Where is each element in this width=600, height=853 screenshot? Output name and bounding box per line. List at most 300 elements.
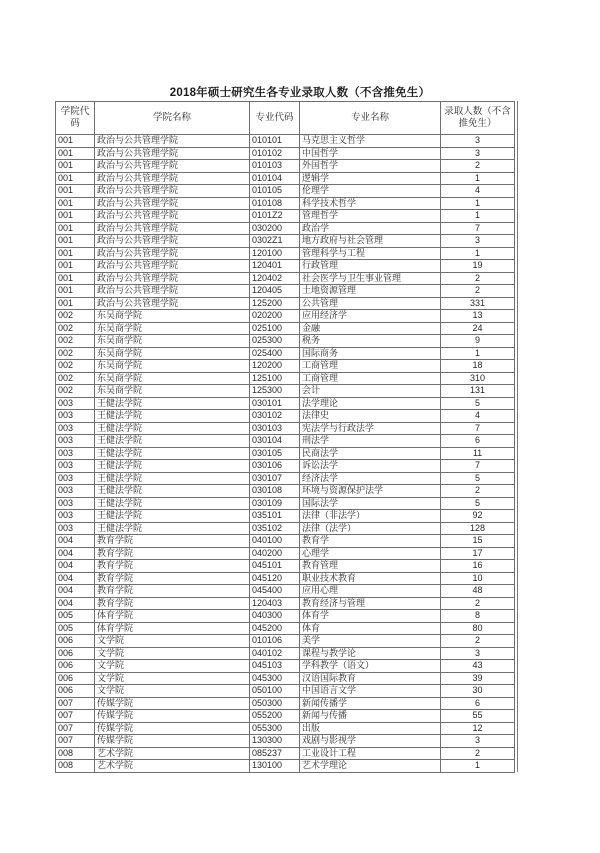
cell-college-name: 王健法学院 xyxy=(95,410,250,423)
cell-major-name: 体育 xyxy=(300,622,441,635)
cell-major-code: 120100 xyxy=(250,247,300,260)
cell-college-name: 王健法学院 xyxy=(95,397,250,410)
table-row xyxy=(56,572,515,585)
cell-major-name: 教育经济与管理 xyxy=(300,597,441,610)
header-admit-count: 录取人数（不含推免生） xyxy=(441,102,515,135)
cell-college-name: 政治与公共管理学院 xyxy=(95,235,250,248)
cell-major-code: 045101 xyxy=(250,560,300,573)
cell-college-name: 王健法学院 xyxy=(95,497,250,510)
cell-admit-count: 13 xyxy=(441,310,515,323)
cell-admit-count: 7 xyxy=(441,422,515,435)
cell-admit-count: 15 xyxy=(441,535,515,548)
cell-college-name: 教育学院 xyxy=(95,547,250,560)
cell-major-code: 125300 xyxy=(250,385,300,398)
cell-college-code: 003 xyxy=(56,397,95,410)
cell-college-name: 艺术学院 xyxy=(95,747,250,760)
cell-college-code: 001 xyxy=(56,222,95,235)
cell-major-name: 马克思主义哲学 xyxy=(300,135,441,148)
cell-college-code: 007 xyxy=(56,722,95,735)
cell-major-name: 心理学 xyxy=(300,547,441,560)
cell-major-name: 法律（非法学） xyxy=(300,510,441,523)
cell-admit-count: 16 xyxy=(441,560,515,573)
cell-college-code: 001 xyxy=(56,297,95,310)
cell-college-code: 008 xyxy=(56,760,95,773)
cell-major-code: 050100 xyxy=(250,685,300,698)
cell-major-name: 诉讼法学 xyxy=(300,460,441,473)
table-row xyxy=(56,635,515,648)
cell-major-name: 土地资源管理 xyxy=(300,285,441,298)
cell-college-code: 001 xyxy=(56,160,95,173)
cell-college-code: 001 xyxy=(56,185,95,198)
cell-college-code: 003 xyxy=(56,472,95,485)
cell-major-name: 新闻与传播 xyxy=(300,710,441,723)
cell-major-name: 戏剧与影视学 xyxy=(300,735,441,748)
table-row xyxy=(56,297,515,310)
table-header-row xyxy=(56,102,515,135)
cell-major-name: 行政管理 xyxy=(300,260,441,273)
cell-major-code: 030200 xyxy=(250,222,300,235)
table-row xyxy=(56,185,515,198)
cell-college-code: 003 xyxy=(56,410,95,423)
table-row xyxy=(56,222,515,235)
table-row xyxy=(56,285,515,298)
cell-major-name: 中国语言文学 xyxy=(300,685,441,698)
cell-major-name: 法学理论 xyxy=(300,397,441,410)
table-row xyxy=(56,422,515,435)
cell-college-name: 东吴商学院 xyxy=(95,360,250,373)
cell-major-name: 税务 xyxy=(300,335,441,348)
cell-major-code: 120401 xyxy=(250,260,300,273)
cell-major-name: 民商法学 xyxy=(300,447,441,460)
cell-admit-count: 4 xyxy=(441,410,515,423)
cell-college-name: 政治与公共管理学院 xyxy=(95,135,250,148)
table-header xyxy=(56,102,515,135)
cell-college-name: 政治与公共管理学院 xyxy=(95,297,250,310)
cell-major-name: 外国哲学 xyxy=(300,160,441,173)
cell-college-code: 004 xyxy=(56,585,95,598)
cell-major-code: 040200 xyxy=(250,547,300,560)
table-row xyxy=(56,685,515,698)
cell-major-code: 030101 xyxy=(250,397,300,410)
table-row xyxy=(56,410,515,423)
cell-admit-count: 48 xyxy=(441,585,515,598)
cell-college-name: 政治与公共管理学院 xyxy=(95,210,250,223)
cell-major-code: 125100 xyxy=(250,372,300,385)
table-row xyxy=(56,447,515,460)
cell-major-code: 030108 xyxy=(250,485,300,498)
cell-college-code: 004 xyxy=(56,560,95,573)
cell-college-code: 007 xyxy=(56,735,95,748)
cell-admit-count: 19 xyxy=(441,260,515,273)
cell-admit-count: 3 xyxy=(441,147,515,160)
cell-college-code: 001 xyxy=(56,147,95,160)
cell-major-name: 法律（法学） xyxy=(300,522,441,535)
cell-college-code: 003 xyxy=(56,497,95,510)
cell-college-code: 007 xyxy=(56,710,95,723)
cell-major-name: 学科教学（语文） xyxy=(300,660,441,673)
table-row xyxy=(56,672,515,685)
cell-major-code: 010101 xyxy=(250,135,300,148)
cell-college-code: 002 xyxy=(56,385,95,398)
cell-major-name: 出版 xyxy=(300,722,441,735)
cell-college-code: 001 xyxy=(56,135,95,148)
cell-major-code: 045103 xyxy=(250,660,300,673)
table-row xyxy=(56,397,515,410)
cell-admit-count: 5 xyxy=(441,497,515,510)
cell-major-name: 国际商务 xyxy=(300,347,441,360)
table-body xyxy=(56,135,515,773)
cell-major-name: 新闻传播学 xyxy=(300,697,441,710)
cell-college-name: 王健法学院 xyxy=(95,435,250,448)
cell-major-code: 130100 xyxy=(250,760,300,773)
cell-college-code: 006 xyxy=(56,685,95,698)
table-row xyxy=(56,497,515,510)
cell-major-code: 020200 xyxy=(250,310,300,323)
cell-major-name: 教育学 xyxy=(300,535,441,548)
cell-admit-count: 7 xyxy=(441,460,515,473)
cell-major-code: 025300 xyxy=(250,335,300,348)
cell-college-name: 王健法学院 xyxy=(95,472,250,485)
cell-admit-count: 331 xyxy=(441,297,515,310)
cell-college-code: 005 xyxy=(56,610,95,623)
cell-major-name: 教育管理 xyxy=(300,560,441,573)
cell-admit-count: 8 xyxy=(441,610,515,623)
table-row xyxy=(56,385,515,398)
cell-college-code: 006 xyxy=(56,672,95,685)
cell-college-name: 东吴商学院 xyxy=(95,385,250,398)
cell-college-name: 传媒学院 xyxy=(95,722,250,735)
cell-college-code: 003 xyxy=(56,510,95,523)
table-row xyxy=(56,460,515,473)
cell-college-name: 王健法学院 xyxy=(95,460,250,473)
cell-college-name: 王健法学院 xyxy=(95,510,250,523)
table-row xyxy=(56,597,515,610)
cell-admit-count: 17 xyxy=(441,547,515,560)
cell-college-name: 政治与公共管理学院 xyxy=(95,272,250,285)
cell-college-code: 004 xyxy=(56,547,95,560)
cell-college-code: 002 xyxy=(56,360,95,373)
cell-admit-count: 2 xyxy=(441,285,515,298)
cell-college-code: 006 xyxy=(56,660,95,673)
table-row xyxy=(56,272,515,285)
cell-major-name: 艺术学理论 xyxy=(300,760,441,773)
cell-college-code: 004 xyxy=(56,535,95,548)
cell-college-code: 002 xyxy=(56,347,95,360)
cell-college-code: 001 xyxy=(56,210,95,223)
cell-college-code: 003 xyxy=(56,447,95,460)
table-row xyxy=(56,147,515,160)
table-row xyxy=(56,310,515,323)
table-row xyxy=(56,360,515,373)
cell-college-name: 东吴商学院 xyxy=(95,322,250,335)
cell-admit-count: 5 xyxy=(441,397,515,410)
table-row xyxy=(56,647,515,660)
cell-major-code: 055300 xyxy=(250,722,300,735)
cell-major-code: 010104 xyxy=(250,172,300,185)
cell-college-code: 003 xyxy=(56,485,95,498)
table-row xyxy=(56,247,515,260)
cell-major-name: 宪法学与行政法学 xyxy=(300,422,441,435)
table-row xyxy=(56,660,515,673)
cell-college-name: 王健法学院 xyxy=(95,522,250,535)
cell-admit-count: 55 xyxy=(441,710,515,723)
cell-college-name: 文学院 xyxy=(95,660,250,673)
header-college-code: 学院代码 xyxy=(56,102,95,135)
cell-major-code: 0302Z1 xyxy=(250,235,300,248)
cell-major-name: 金融 xyxy=(300,322,441,335)
cell-college-code: 001 xyxy=(56,172,95,185)
cell-major-code: 030103 xyxy=(250,422,300,435)
cell-college-name: 政治与公共管理学院 xyxy=(95,197,250,210)
cell-college-code: 001 xyxy=(56,247,95,260)
cell-admit-count: 2 xyxy=(441,635,515,648)
cell-major-name: 工商管理 xyxy=(300,372,441,385)
cell-admit-count: 1 xyxy=(441,760,515,773)
admissions-table xyxy=(55,101,515,773)
cell-admit-count: 18 xyxy=(441,360,515,373)
table-row xyxy=(56,235,515,248)
cell-major-code: 045120 xyxy=(250,572,300,585)
cell-college-code: 001 xyxy=(56,272,95,285)
cell-college-name: 政治与公共管理学院 xyxy=(95,160,250,173)
cell-major-code: 120402 xyxy=(250,272,300,285)
cell-major-name: 社会医学与卫生事业管理 xyxy=(300,272,441,285)
cell-major-code: 040300 xyxy=(250,610,300,623)
table-row xyxy=(56,610,515,623)
cell-major-code: 025400 xyxy=(250,347,300,360)
cell-college-code: 006 xyxy=(56,647,95,660)
cell-admit-count: 310 xyxy=(441,372,515,385)
cell-major-name: 汉语国际教育 xyxy=(300,672,441,685)
table-row xyxy=(56,722,515,735)
table-row xyxy=(56,435,515,448)
cell-major-code: 035102 xyxy=(250,522,300,535)
table-row xyxy=(56,735,515,748)
cell-major-code: 035101 xyxy=(250,510,300,523)
cell-college-code: 002 xyxy=(56,372,95,385)
cell-admit-count: 2 xyxy=(441,597,515,610)
cell-admit-count: 92 xyxy=(441,510,515,523)
cell-college-name: 教育学院 xyxy=(95,597,250,610)
cell-major-name: 应用心理 xyxy=(300,585,441,598)
cell-college-name: 传媒学院 xyxy=(95,710,250,723)
cell-college-name: 文学院 xyxy=(95,635,250,648)
cell-major-name: 中国哲学 xyxy=(300,147,441,160)
cell-admit-count: 2 xyxy=(441,272,515,285)
cell-college-code: 008 xyxy=(56,747,95,760)
table-row xyxy=(56,710,515,723)
table-row xyxy=(56,760,515,773)
cell-admit-count: 11 xyxy=(441,447,515,460)
cell-college-name: 教育学院 xyxy=(95,585,250,598)
table-row xyxy=(56,485,515,498)
cell-college-code: 006 xyxy=(56,635,95,648)
cell-college-name: 文学院 xyxy=(95,647,250,660)
table-row xyxy=(56,347,515,360)
cell-college-name: 政治与公共管理学院 xyxy=(95,185,250,198)
cell-major-code: 025100 xyxy=(250,322,300,335)
cell-college-code: 001 xyxy=(56,260,95,273)
page-title: 2018年硕士研究生各专业录取人数（不含推免生） xyxy=(169,87,431,99)
cell-admit-count: 3 xyxy=(441,735,515,748)
cell-major-code: 010108 xyxy=(250,197,300,210)
cell-major-code: 040102 xyxy=(250,647,300,660)
cell-college-code: 003 xyxy=(56,522,95,535)
cell-admit-count: 30 xyxy=(441,685,515,698)
cell-major-code: 125200 xyxy=(250,297,300,310)
cell-admit-count: 10 xyxy=(441,572,515,585)
cell-major-name: 公共管理 xyxy=(300,297,441,310)
cell-college-name: 东吴商学院 xyxy=(95,310,250,323)
cell-major-name: 刑法学 xyxy=(300,435,441,448)
cell-admit-count: 12 xyxy=(441,722,515,735)
cell-admit-count: 1 xyxy=(441,197,515,210)
cell-college-name: 体育学院 xyxy=(95,622,250,635)
cell-major-code: 010105 xyxy=(250,185,300,198)
cell-admit-count: 3 xyxy=(441,235,515,248)
cell-major-name: 地方政府与社会管理 xyxy=(300,235,441,248)
cell-major-code: 045200 xyxy=(250,622,300,635)
cell-college-name: 政治与公共管理学院 xyxy=(95,147,250,160)
cell-major-name: 法律史 xyxy=(300,410,441,423)
cell-major-name: 美学 xyxy=(300,635,441,648)
cell-major-code: 120200 xyxy=(250,360,300,373)
cell-college-name: 王健法学院 xyxy=(95,485,250,498)
cell-admit-count: 6 xyxy=(441,435,515,448)
cell-admit-count: 7 xyxy=(441,222,515,235)
cell-admit-count: 39 xyxy=(441,672,515,685)
cell-major-code: 120405 xyxy=(250,285,300,298)
cell-major-code: 030106 xyxy=(250,460,300,473)
cell-college-name: 东吴商学院 xyxy=(95,372,250,385)
cell-college-code: 002 xyxy=(56,322,95,335)
cell-major-name: 政治学 xyxy=(300,222,441,235)
cell-major-name: 环境与资源保护法学 xyxy=(300,485,441,498)
cell-college-name: 教育学院 xyxy=(95,560,250,573)
cell-major-code: 010102 xyxy=(250,147,300,160)
cell-major-name: 课程与教学论 xyxy=(300,647,441,660)
cell-major-code: 030104 xyxy=(250,435,300,448)
table-outer-right-border xyxy=(517,101,518,772)
cell-college-code: 003 xyxy=(56,435,95,448)
cell-college-code: 001 xyxy=(56,235,95,248)
cell-college-code: 003 xyxy=(56,422,95,435)
cell-college-code: 004 xyxy=(56,572,95,585)
table-row xyxy=(56,210,515,223)
cell-admit-count: 1 xyxy=(441,210,515,223)
cell-college-name: 王健法学院 xyxy=(95,447,250,460)
cell-college-name: 教育学院 xyxy=(95,535,250,548)
cell-admit-count: 5 xyxy=(441,472,515,485)
cell-admit-count: 3 xyxy=(441,135,515,148)
header-major-code: 专业代码 xyxy=(250,102,300,135)
cell-major-code: 030107 xyxy=(250,472,300,485)
admissions-table-container xyxy=(55,101,514,773)
cell-major-name: 经济法学 xyxy=(300,472,441,485)
cell-major-name: 工业设计工程 xyxy=(300,747,441,760)
cell-admit-count: 24 xyxy=(441,322,515,335)
table-row xyxy=(56,747,515,760)
table-row xyxy=(56,472,515,485)
cell-college-name: 传媒学院 xyxy=(95,735,250,748)
cell-college-name: 文学院 xyxy=(95,672,250,685)
cell-admit-count: 2 xyxy=(441,160,515,173)
cell-major-code: 030105 xyxy=(250,447,300,460)
table-row xyxy=(56,197,515,210)
cell-admit-count: 1 xyxy=(441,172,515,185)
cell-college-code: 003 xyxy=(56,460,95,473)
table-row xyxy=(56,160,515,173)
header-major-name: 专业名称 xyxy=(300,102,441,135)
cell-major-name: 工商管理 xyxy=(300,360,441,373)
cell-college-code: 002 xyxy=(56,310,95,323)
table-row xyxy=(56,622,515,635)
table-row xyxy=(56,135,515,148)
cell-admit-count: 80 xyxy=(441,622,515,635)
cell-college-name: 政治与公共管理学院 xyxy=(95,247,250,260)
cell-college-code: 001 xyxy=(56,197,95,210)
cell-major-code: 030109 xyxy=(250,497,300,510)
cell-college-name: 王健法学院 xyxy=(95,422,250,435)
cell-college-name: 东吴商学院 xyxy=(95,335,250,348)
cell-major-name: 管理哲学 xyxy=(300,210,441,223)
table-row xyxy=(56,322,515,335)
cell-major-name: 科学技术哲学 xyxy=(300,197,441,210)
cell-admit-count: 2 xyxy=(441,485,515,498)
cell-admit-count: 43 xyxy=(441,660,515,673)
table-row xyxy=(56,585,515,598)
cell-college-code: 001 xyxy=(56,285,95,298)
table-row xyxy=(56,697,515,710)
table-row xyxy=(56,510,515,523)
cell-major-name: 国际法学 xyxy=(300,497,441,510)
cell-college-name: 政治与公共管理学院 xyxy=(95,260,250,273)
cell-college-name: 文学院 xyxy=(95,685,250,698)
cell-major-name: 会计 xyxy=(300,385,441,398)
cell-admit-count: 9 xyxy=(441,335,515,348)
cell-major-code: 045300 xyxy=(250,672,300,685)
cell-college-name: 传媒学院 xyxy=(95,697,250,710)
cell-major-code: 010106 xyxy=(250,635,300,648)
cell-college-code: 007 xyxy=(56,697,95,710)
cell-admit-count: 4 xyxy=(441,185,515,198)
table-row xyxy=(56,547,515,560)
cell-major-code: 0101Z2 xyxy=(250,210,300,223)
cell-college-name: 体育学院 xyxy=(95,610,250,623)
table-row xyxy=(56,335,515,348)
table-row xyxy=(56,535,515,548)
cell-admit-count: 2 xyxy=(441,747,515,760)
cell-admit-count: 128 xyxy=(441,522,515,535)
cell-college-name: 政治与公共管理学院 xyxy=(95,285,250,298)
cell-major-code: 120403 xyxy=(250,597,300,610)
cell-major-name: 伦理学 xyxy=(300,185,441,198)
cell-major-name: 应用经济学 xyxy=(300,310,441,323)
cell-major-code: 030102 xyxy=(250,410,300,423)
cell-major-code: 050300 xyxy=(250,697,300,710)
table-row xyxy=(56,372,515,385)
cell-college-name: 教育学院 xyxy=(95,572,250,585)
cell-admit-count: 131 xyxy=(441,385,515,398)
cell-admit-count: 3 xyxy=(441,647,515,660)
cell-major-code: 040100 xyxy=(250,535,300,548)
table-row xyxy=(56,172,515,185)
cell-college-code: 004 xyxy=(56,597,95,610)
cell-major-code: 055200 xyxy=(250,710,300,723)
cell-college-name: 艺术学院 xyxy=(95,760,250,773)
cell-college-name: 东吴商学院 xyxy=(95,347,250,360)
cell-college-code: 005 xyxy=(56,622,95,635)
